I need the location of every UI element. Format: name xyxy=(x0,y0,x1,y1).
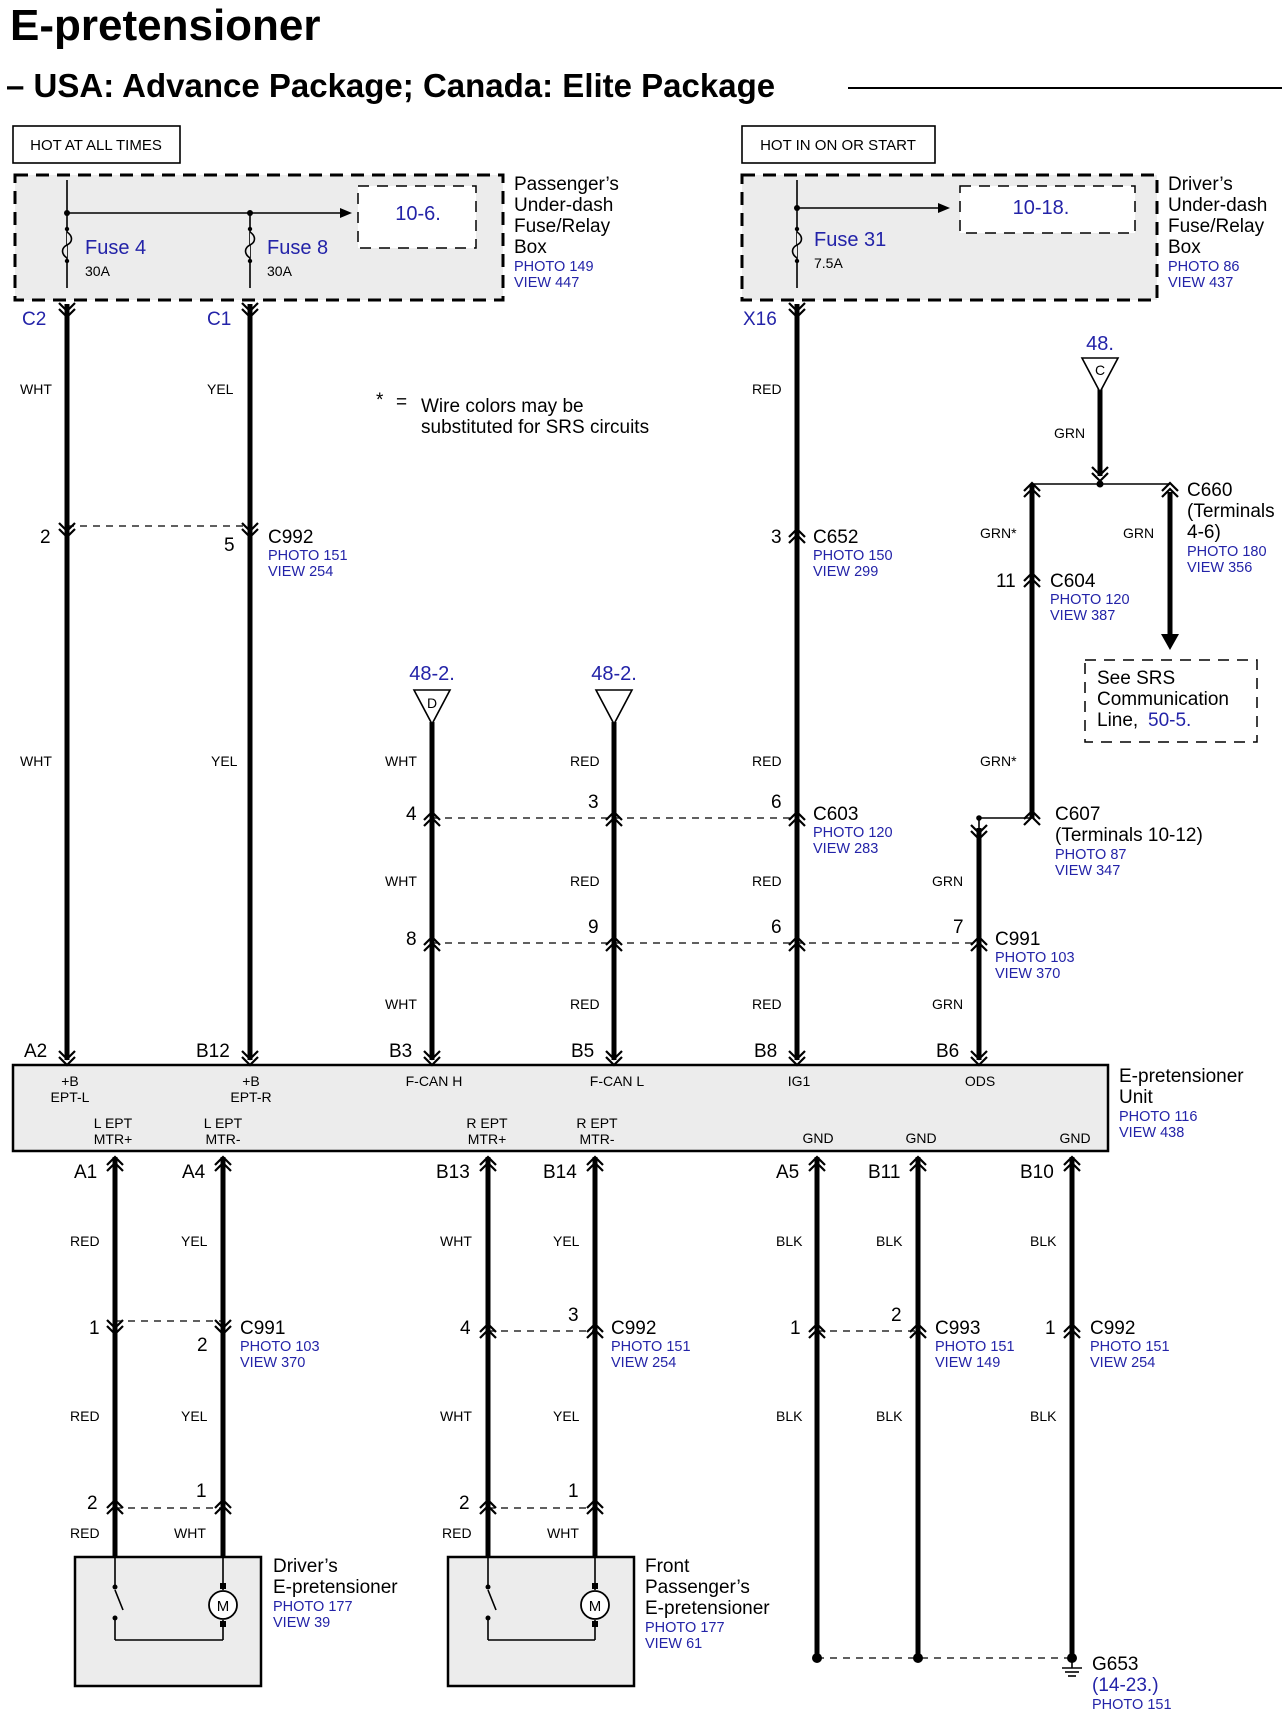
wire-color-grn-star-2: GRN* xyxy=(980,753,1017,769)
offpage-48-2-d-letter: D xyxy=(426,695,438,711)
note-star: * xyxy=(376,390,384,411)
c992-bot-a-pin-4: 4 xyxy=(460,1318,471,1339)
unit-pin-b3: B3 xyxy=(389,1041,413,1062)
wire-color-wht-2: WHT xyxy=(20,753,52,769)
wire-color-red-7: RED xyxy=(752,996,782,1012)
c660-name: C660 xyxy=(1187,480,1233,501)
c603-pin-4: 4 xyxy=(406,804,417,825)
c603-view[interactable]: VIEW 283 xyxy=(813,841,879,857)
c992-top-pin-5: 5 xyxy=(224,535,235,556)
fuse-4-label: Fuse 4 xyxy=(85,237,147,259)
c992-bot-b-photo[interactable]: PHOTO 151 xyxy=(1090,1339,1170,1355)
wire-color-wht-1: WHT xyxy=(20,381,52,397)
passenger-box-name-4: Box xyxy=(514,237,547,258)
c991-bot-view[interactable]: VIEW 370 xyxy=(240,1355,306,1371)
wire-color-grn-4: GRN xyxy=(932,996,964,1012)
unit-name-2: Unit xyxy=(1119,1087,1153,1108)
ground-icon xyxy=(1062,1660,1082,1676)
offpage-48-2-d-ref[interactable]: 48-2. xyxy=(409,663,455,685)
unit-pin-a5: A5 xyxy=(776,1162,800,1183)
wire-color-yel-3: YEL xyxy=(181,1233,208,1249)
unit-photo[interactable]: PHOTO 116 xyxy=(1119,1109,1198,1125)
wire-color-grn-2: GRN xyxy=(1123,525,1155,541)
unit-name-1: E-pretensioner xyxy=(1119,1066,1244,1087)
driver-box-name-1: Driver’s xyxy=(1168,174,1233,195)
wire-color-yel-4: YEL xyxy=(553,1233,580,1249)
unit-pin-a2: A2 xyxy=(24,1041,48,1062)
driver-pretensioner-name-2: E-pretensioner xyxy=(273,1577,398,1598)
passenger-pretensioner-name-2: Passenger’s xyxy=(645,1577,750,1598)
wire-color-red-4: RED xyxy=(570,873,600,889)
unit-pin-b5: B5 xyxy=(571,1041,595,1062)
driver-box-name-2: Under-dash xyxy=(1168,195,1268,216)
driver-box-photo[interactable]: PHOTO 86 xyxy=(1168,259,1240,275)
unit-term-a1-1: L EPT xyxy=(93,1115,133,1131)
c991-top-pin-7: 7 xyxy=(953,917,964,938)
driver-ref-link[interactable]: 10-18. xyxy=(1012,197,1070,219)
note-line-1: Wire colors may be xyxy=(421,396,584,417)
wire-color-red-10: RED xyxy=(70,1525,100,1541)
unit-term-b3: F-CAN H xyxy=(405,1073,463,1089)
c992-top-pin-2: 2 xyxy=(40,527,51,548)
c991-top-view[interactable]: VIEW 370 xyxy=(995,966,1061,982)
c991-bot-photo[interactable]: PHOTO 103 xyxy=(240,1339,320,1355)
ground-ref-link[interactable]: (14-23.) xyxy=(1092,1675,1159,1696)
wire-color-grn-star-1: GRN* xyxy=(980,525,1017,541)
c991-bot-name: C991 xyxy=(240,1318,286,1339)
wire-color-wht-5: WHT xyxy=(385,996,417,1012)
unit-pin-b10: B10 xyxy=(1020,1162,1054,1183)
offpage-48-2-ref[interactable]: 48-2. xyxy=(591,663,637,685)
unit-term-a5: GND xyxy=(802,1130,834,1146)
c993-name: C993 xyxy=(935,1318,981,1339)
wire-color-wht-4: WHT xyxy=(385,873,417,889)
fuse-8-label: Fuse 8 xyxy=(267,237,329,259)
wire-color-blk-5: BLK xyxy=(876,1408,903,1424)
driver-motor-label: M xyxy=(216,1598,230,1615)
c992-bot-a-view[interactable]: VIEW 254 xyxy=(611,1355,677,1371)
pass-motor-pin-2: 2 xyxy=(459,1493,470,1514)
passenger-pretensioner-name-1: Front xyxy=(645,1556,690,1577)
wire-color-blk-1: BLK xyxy=(776,1233,803,1249)
unit-term-b12-1: +B xyxy=(242,1073,260,1089)
unit-term-b12-2: EPT-R xyxy=(230,1089,272,1105)
c607-view[interactable]: VIEW 347 xyxy=(1055,863,1121,879)
unit-pin-b8: B8 xyxy=(754,1041,778,1062)
c607-terminals: (Terminals 10-12) xyxy=(1055,825,1203,846)
c660-terminals-2: 4-6) xyxy=(1187,522,1221,543)
c992-bot-a-pin-3: 3 xyxy=(568,1305,579,1326)
driver-box-name-3: Fuse/Relay xyxy=(1168,216,1265,237)
wire-color-grn-1: GRN xyxy=(1054,425,1086,441)
wire-color-wht-6: WHT xyxy=(440,1233,472,1249)
c660-photo[interactable]: PHOTO 180 xyxy=(1187,544,1267,560)
c992-top-photo[interactable]: PHOTO 151 xyxy=(268,548,348,564)
e-pretensioner-unit xyxy=(13,1065,1108,1151)
c991-top-pin-6: 6 xyxy=(771,917,782,938)
unit-term-a2-2: EPT-L xyxy=(50,1089,90,1105)
c652-name: C652 xyxy=(813,527,859,548)
c652-view[interactable]: VIEW 299 xyxy=(813,564,879,580)
wire-color-blk-2: BLK xyxy=(876,1233,903,1249)
c652-photo[interactable]: PHOTO 150 xyxy=(813,548,893,564)
driver-pretensioner-name-1: Driver’s xyxy=(273,1556,338,1577)
page-title: E-pretensioner xyxy=(10,1,321,50)
unit-term-b13-1: R EPT xyxy=(466,1115,508,1131)
wire-color-wht-8: WHT xyxy=(174,1525,206,1541)
c603-name: C603 xyxy=(813,804,859,825)
fuse-8-rating: 30A xyxy=(267,263,292,279)
c992-top-view[interactable]: VIEW 254 xyxy=(268,564,334,580)
fuse-31-rating: 7.5A xyxy=(814,255,843,271)
wire-color-yel-5: YEL xyxy=(181,1408,208,1424)
driver-pretensioner-view[interactable]: VIEW 39 xyxy=(273,1615,331,1631)
c660-terminals-1: (Terminals xyxy=(1187,501,1275,522)
offpage-48-2-triangle xyxy=(596,690,632,724)
wire-color-red-5: RED xyxy=(752,873,782,889)
unit-term-b10: GND xyxy=(1059,1130,1091,1146)
passenger-pretensioner-name-3: E-pretensioner xyxy=(645,1598,770,1619)
wire-color-wht-7: WHT xyxy=(440,1408,472,1424)
pass-motor-pin-1: 1 xyxy=(568,1481,579,1502)
unit-term-b13-2: MTR+ xyxy=(467,1131,507,1147)
c603-photo[interactable]: PHOTO 120 xyxy=(813,825,893,841)
c604-view[interactable]: VIEW 387 xyxy=(1050,608,1116,624)
c993-pin-2: 2 xyxy=(891,1305,902,1326)
wire-color-red-11: RED xyxy=(442,1525,472,1541)
unit-term-b11: GND xyxy=(905,1130,937,1146)
passenger-ref-link[interactable]: 10-6. xyxy=(395,203,441,225)
c991-top-name: C991 xyxy=(995,929,1041,950)
c604-pin: 11 xyxy=(996,571,1016,592)
ground-photo[interactable]: PHOTO 151 xyxy=(1092,1697,1172,1713)
unit-pin-b14: B14 xyxy=(543,1162,577,1183)
driver-pretensioner-photo[interactable]: PHOTO 177 xyxy=(273,1599,353,1615)
c992-bot-b-pin-1: 1 xyxy=(1045,1318,1056,1339)
passenger-motor-label: M xyxy=(588,1598,602,1615)
unit-pin-b11: B11 xyxy=(868,1162,901,1183)
unit-term-b6: ODS xyxy=(964,1073,996,1089)
driver-pretensioner-box xyxy=(75,1557,261,1686)
passenger-box-name-3: Fuse/Relay xyxy=(514,216,611,237)
passenger-box-view[interactable]: VIEW 447 xyxy=(514,275,580,291)
c604-photo[interactable]: PHOTO 120 xyxy=(1050,592,1130,608)
c991-top-pin-8: 8 xyxy=(406,929,417,950)
driver-box-view[interactable]: VIEW 437 xyxy=(1168,275,1234,291)
c603-pin-6: 6 xyxy=(771,792,782,813)
unit-term-a2-1: +B xyxy=(61,1073,79,1089)
passenger-box-name-1: Passenger’s xyxy=(514,174,619,195)
c993-pin-1: 1 xyxy=(790,1318,801,1339)
passenger-pretensioner-box xyxy=(448,1557,634,1686)
c991-bot-pin-1: 1 xyxy=(89,1318,100,1339)
wire-color-red-8: RED xyxy=(70,1233,100,1249)
wire-color-yel-6: YEL xyxy=(553,1408,580,1424)
unit-term-b14-1: R EPT xyxy=(576,1115,618,1131)
c993-photo[interactable]: PHOTO 151 xyxy=(935,1339,1015,1355)
c607-name: C607 xyxy=(1055,804,1101,825)
note-eq: = xyxy=(396,392,408,413)
connector-x16-label: X16 xyxy=(743,309,777,330)
passenger-box-photo[interactable]: PHOTO 149 xyxy=(514,259,594,275)
note-line-2: substituted for SRS circuits xyxy=(421,417,650,438)
offpage-48-ref[interactable]: 48. xyxy=(1086,333,1114,355)
hot-at-all-times-label: HOT AT ALL TIMES xyxy=(30,137,162,154)
unit-term-b14-2: MTR- xyxy=(579,1131,615,1147)
c607-photo[interactable]: PHOTO 87 xyxy=(1055,847,1127,863)
unit-pin-b13: B13 xyxy=(436,1162,470,1183)
c991-top-photo[interactable]: PHOTO 103 xyxy=(995,950,1075,966)
c992-bot-a-name: C992 xyxy=(611,1318,657,1339)
wire-color-grn-3: GRN xyxy=(932,873,964,889)
fuse-31-label: Fuse 31 xyxy=(814,229,887,251)
unit-pin-b12: B12 xyxy=(196,1041,230,1062)
unit-term-b5: F-CAN L xyxy=(589,1073,645,1089)
c993-view[interactable]: VIEW 149 xyxy=(935,1355,1001,1371)
unit-pin-a1: A1 xyxy=(74,1162,98,1183)
wire-color-blk-3: BLK xyxy=(1030,1233,1057,1249)
wire-color-red-2: RED xyxy=(570,753,600,769)
wire-color-wht-9: WHT xyxy=(547,1525,579,1541)
driver-motor-pin-2: 2 xyxy=(87,1493,98,1514)
connector-c1-label: C1 xyxy=(207,309,232,330)
page-subtitle: – USA: Advance Package; Canada: Elite Package xyxy=(6,67,776,104)
srs-line-2: Communication xyxy=(1097,689,1229,710)
passenger-box-name-2: Under-dash xyxy=(514,195,614,216)
wire-color-red-6: RED xyxy=(570,996,600,1012)
c991-top-pin-9: 9 xyxy=(588,917,599,938)
unit-pin-b6: B6 xyxy=(936,1041,960,1062)
unit-view[interactable]: VIEW 438 xyxy=(1119,1125,1185,1141)
c992-top-name: C992 xyxy=(268,527,314,548)
unit-term-a4-2: MTR- xyxy=(205,1131,241,1147)
srs-line-1: See SRS xyxy=(1097,668,1176,689)
wire-color-red-3: RED xyxy=(752,753,782,769)
hot-in-on-label: HOT IN ON OR START xyxy=(760,137,916,154)
unit-term-a4-1: L EPT xyxy=(203,1115,243,1131)
wire-color-blk-4: BLK xyxy=(776,1408,803,1424)
c992-bot-b-view[interactable]: VIEW 254 xyxy=(1090,1355,1156,1371)
fuse-4-rating: 30A xyxy=(85,263,110,279)
passenger-pretensioner-photo[interactable]: PHOTO 177 xyxy=(645,1620,725,1636)
unit-pin-a4: A4 xyxy=(182,1162,206,1183)
srs-ref-link[interactable]: 50-5. xyxy=(1148,710,1192,731)
c652-pin: 3 xyxy=(771,527,782,548)
wire-color-red-9: RED xyxy=(70,1408,100,1424)
ground-name: G653 xyxy=(1092,1654,1139,1675)
offpage-48-letter: C xyxy=(1094,362,1106,378)
driver-box-name-4: Box xyxy=(1168,237,1201,258)
c991-bot-pin-2: 2 xyxy=(197,1335,208,1356)
driver-motor-pin-1: 1 xyxy=(196,1481,207,1502)
c992-bot-a-photo[interactable]: PHOTO 151 xyxy=(611,1339,691,1355)
passenger-pretensioner-view[interactable]: VIEW 61 xyxy=(645,1636,703,1652)
wire-color-blk-6: BLK xyxy=(1030,1408,1057,1424)
unit-term-b8: IG1 xyxy=(787,1073,811,1089)
wire-color-wht-3: WHT xyxy=(385,753,417,769)
connector-c2-label: C2 xyxy=(22,309,47,330)
wire-color-yel-2: YEL xyxy=(211,753,238,769)
wire-color-yel-1: YEL xyxy=(207,381,234,397)
wire-color-red-1: RED xyxy=(752,381,782,397)
c604-name: C604 xyxy=(1050,571,1096,592)
unit-term-a1-2: MTR+ xyxy=(93,1131,133,1147)
c992-bot-b-name: C992 xyxy=(1090,1318,1136,1339)
c660-view[interactable]: VIEW 356 xyxy=(1187,560,1253,576)
c603-pin-3: 3 xyxy=(588,792,599,813)
srs-line-3: Line, xyxy=(1097,710,1139,731)
